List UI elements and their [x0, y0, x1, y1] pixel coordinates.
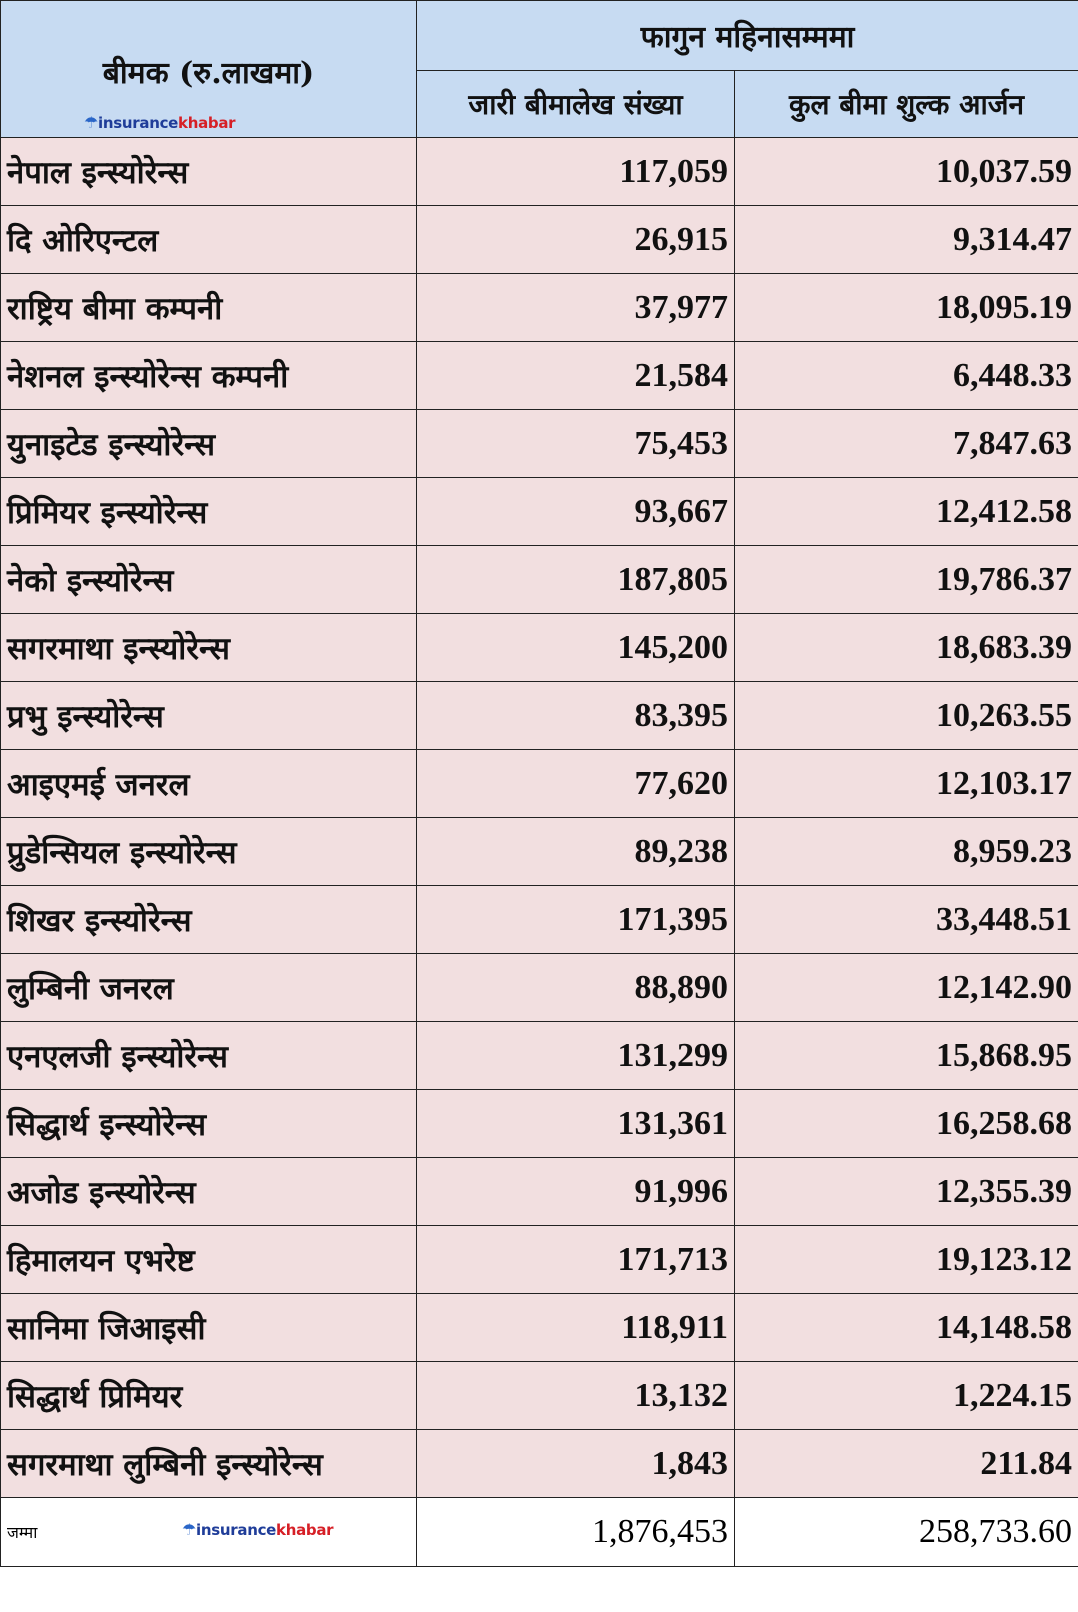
insurer-name: नेको इन्स्योरेन्स: [1, 546, 417, 614]
policies-count: 118,911: [417, 1294, 735, 1362]
premium-amount: 6,448.33: [735, 342, 1078, 410]
total-label: जम्मा: [7, 1523, 38, 1542]
policies-count: 171,395: [417, 886, 735, 954]
period-header: फागुन महिनासम्ममा: [417, 1, 1078, 71]
table-row: [1, 1362, 1078, 1430]
premium-amount: 8,959.23: [735, 818, 1078, 886]
insurer-name: एनएलजी इन्स्योरेन्स: [1, 1022, 417, 1090]
premium-amount: 12,103.17: [735, 750, 1078, 818]
insurer-name: सानिमा जिआइसी: [1, 1294, 417, 1362]
policies-count: 37,977: [417, 274, 735, 342]
insurer-name: प्रिमियर इन्स्योरेन्स: [1, 478, 417, 546]
policies-count: 88,890: [417, 954, 735, 1022]
policies-count: 26,915: [417, 206, 735, 274]
insurer-name: शिखर इन्स्योरेन्स: [1, 886, 417, 954]
insurer-name: लुम्बिनी जनरल: [1, 954, 417, 1022]
umbrella-icon: ☂: [182, 1520, 197, 1539]
premium-amount: 19,786.37: [735, 546, 1078, 614]
policies-count: 145,200: [417, 614, 735, 682]
premium-amount: 7,847.63: [735, 410, 1078, 478]
policies-count: 13,132: [417, 1362, 735, 1430]
table-row: [1, 954, 1078, 1022]
brand-logo: ☂insurancekhabar: [84, 113, 236, 132]
policies-count: 93,667: [417, 478, 735, 546]
table-row: [1, 206, 1078, 274]
premium-amount: 1,224.15: [735, 1362, 1078, 1430]
premium-amount: 12,355.39: [735, 1158, 1078, 1226]
premium-amount: 15,868.95: [735, 1022, 1078, 1090]
premium-amount: 18,683.39: [735, 614, 1078, 682]
premium-amount: 18,095.19: [735, 274, 1078, 342]
umbrella-icon: ☂: [84, 113, 99, 132]
premium-amount: 211.84: [735, 1430, 1078, 1498]
premium-amount: 10,037.59: [735, 138, 1078, 206]
total-premium: 258,733.60: [735, 1498, 1078, 1567]
table-row: [1, 1090, 1078, 1158]
table-row: [1, 1022, 1078, 1090]
insurer-name: सगरमाथा लुम्बिनी इन्स्योरेन्स: [1, 1430, 417, 1498]
premium-amount: 16,258.68: [735, 1090, 1078, 1158]
table-body: [1, 138, 1078, 1498]
table-row: [1, 1430, 1078, 1498]
table-row: [1, 614, 1078, 682]
insurer-name: सगरमाथा इन्स्योरेन्स: [1, 614, 417, 682]
insurer-name: युनाइटेड इन्स्योरेन्स: [1, 410, 417, 478]
table-row: [1, 1294, 1078, 1362]
insurer-name: सिद्धार्थ इन्स्योरेन्स: [1, 1090, 417, 1158]
premium-header: कुल बीमा शुल्क आर्जन: [735, 71, 1078, 138]
insurer-name: आइएमई जनरल: [1, 750, 417, 818]
policies-count: 21,584: [417, 342, 735, 410]
table-row: [1, 1226, 1078, 1294]
insurer-name: राष्ट्रिय बीमा कम्पनी: [1, 274, 417, 342]
total-label-cell: [1, 1498, 417, 1567]
total-row: [1, 1498, 1078, 1567]
table-row: [1, 410, 1078, 478]
total-policies: 1,876,453: [417, 1498, 735, 1567]
policies-count: 171,713: [417, 1226, 735, 1294]
policies-count: 75,453: [417, 410, 735, 478]
premium-amount: 12,142.90: [735, 954, 1078, 1022]
insurer-name: अजोड इन्स्योरेन्स: [1, 1158, 417, 1226]
policies-count: 131,361: [417, 1090, 735, 1158]
table-row: [1, 274, 1078, 342]
insurer-name: प्रभु इन्स्योरेन्स: [1, 682, 417, 750]
insurer-header: [1, 1, 417, 138]
policies-header: जारी बीमालेख संख्या: [417, 71, 735, 138]
table-row: [1, 478, 1078, 546]
insurer-name: दि ओरिएन्टल: [1, 206, 417, 274]
insurer-label: बीमक (रु.लाखमा): [102, 56, 315, 91]
policies-count: 91,996: [417, 1158, 735, 1226]
table-row: [1, 818, 1078, 886]
policies-count: 1,843: [417, 1430, 735, 1498]
policies-count: 89,238: [417, 818, 735, 886]
table-row: [1, 342, 1078, 410]
insurer-name: हिमालयन एभरेष्ट: [1, 1226, 417, 1294]
table-row: [1, 886, 1078, 954]
premium-amount: 9,314.47: [735, 206, 1078, 274]
table-row: [1, 1158, 1078, 1226]
table-row: [1, 682, 1078, 750]
premium-amount: 12,412.58: [735, 478, 1078, 546]
table-row: [1, 750, 1078, 818]
table-row: [1, 546, 1078, 614]
premium-amount: 14,148.58: [735, 1294, 1078, 1362]
insurer-name: नेशनल इन्स्योरेन्स कम्पनी: [1, 342, 417, 410]
policies-count: 77,620: [417, 750, 735, 818]
insurer-name: सिद्धार्थ प्रिमियर: [1, 1362, 417, 1430]
table-row: [1, 138, 1078, 206]
policies-count: 117,059: [417, 138, 735, 206]
brand-logo: ☂insurancekhabar: [182, 1520, 334, 1539]
policies-count: 131,299: [417, 1022, 735, 1090]
policies-count: 187,805: [417, 546, 735, 614]
insurer-name: नेपाल इन्स्योरेन्स: [1, 138, 417, 206]
premium-amount: 10,263.55: [735, 682, 1078, 750]
insurer-name: प्रुडेन्सियल इन्स्योरेन्स: [1, 818, 417, 886]
premium-amount: 33,448.51: [735, 886, 1078, 954]
premium-amount: 19,123.12: [735, 1226, 1078, 1294]
policies-count: 83,395: [417, 682, 735, 750]
